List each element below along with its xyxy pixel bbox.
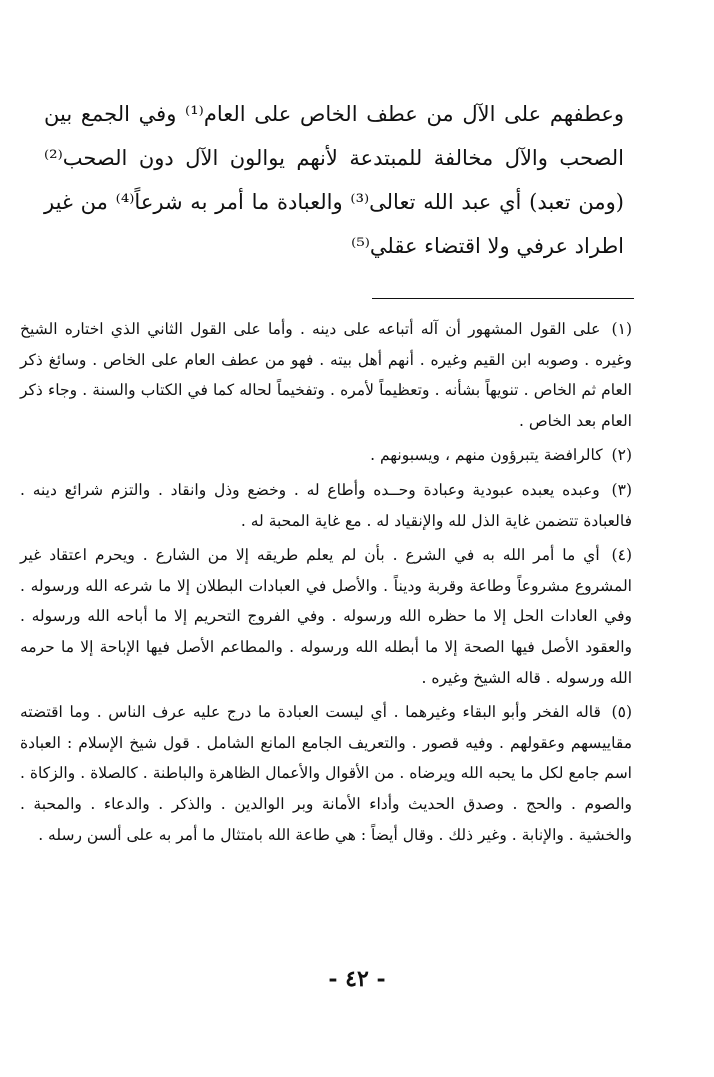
- main-text-block: [44, 92, 624, 268]
- footnote-1: [20, 314, 632, 436]
- footnote-number: (١): [611, 320, 632, 338]
- footnote-4: [20, 540, 632, 693]
- footnote-3: [20, 475, 632, 536]
- footnote-number: (٤): [611, 546, 632, 565]
- footnote-text: كالرافضة يتبرؤون منهم ، ويسبونهم .: [370, 446, 603, 465]
- footnote-text: قاله الفخر وأبو البقاء وغيرهما . أي ليست العبادة ما درج عليه عرف الناس . وما اقتضته مقاييسهم وعقولهم . وفيه قصور . والتعريف الجامع المانع الشامل . قول شيخ الإسلام : العبادة اسم جامع لكل ما يحبه الله ويرضاه . من الأقوال والأعمال الظاهرة والباطنة . كالصلاة . والزكاة . والصوم . والحج . وصدق الحديث وأداء الأمانة وبر الوالدين . والذكر . والدعاء . والمحبة . والخشية . والإنابة . وغير ذلك . وقال أيضاً : هي طاعة الله بامتثال ما أمر به على ألسن رسله .: [20, 703, 632, 844]
- footnote-number: (٢): [611, 446, 632, 465]
- footnotes-section: [20, 314, 632, 854]
- footnote-text: وعبده يعبده عبودية وعبادة وحــده وأطاع له . وخضع وذل وانقاد . والتزم شرائع دينه . فالعبادة تتضمن غاية الذل لله والإنقياد له . مع غاية المحبة له .: [20, 480, 632, 530]
- footnote-number: (٣): [611, 480, 632, 499]
- footnote-text: على القول المشهور أن آله أتباعه على دينه . وأما على القول الثاني الذي اختاره الشيخ وغيره . وصوبه ابن القيم وغيره . أنهم أهل بيته . فهو من عطف العام على الخاص . وسائغ ذكر العام ثم الخاص . تنويهاً بشأنه . وتعظيماً لأمره . وتفخيماً لحاله كما في الكتاب والسنة . وجاء ذكر العام بعد الخاص .: [20, 320, 632, 430]
- page-number: - ٤٢ -: [328, 966, 386, 992]
- footnote-number: (٥): [611, 703, 632, 722]
- footnote-divider: [372, 298, 634, 299]
- footnote-2: [20, 440, 632, 471]
- footnote-5: [20, 697, 632, 850]
- footnote-text: أي ما أمر الله به في الشرع . بأن لم يعلم طريقه إلا من الشارع . ويحرم اعتقاد غير المشروع مشروعاً وطاعة وقربة وديناً . والأصل في العبادات البطلان إلا ما شرعه الله ورسوله . وفي العادات الحل إلا ما حظره الله ورسوله . وفي الفروج التحريم إلا ما أباحه الله ورسوله . والعقود الأصل فيها الصحة إلا ما أبطله الله ورسوله . والمطاعم الأصل فيها الإباحة إلا ما حرمه الله ورسوله . قاله الشيخ وغيره .: [20, 546, 632, 687]
- main-paragraph: وعطفهم على الآل من عطف الخاص على العام⁽¹⁾ وفي الجمع بين الصحب والآل مخالفة للمبتدعة لأنهم يوالون الآل دون الصحب⁽²⁾ (ومن تعبد) أي عبد الله تعالى⁽³⁾ والعبادة ما أمر به شرعاً⁽⁴⁾ من غير اطراد عرفي ولا اقتضاء عقلي⁽⁵⁾: [44, 102, 625, 258]
